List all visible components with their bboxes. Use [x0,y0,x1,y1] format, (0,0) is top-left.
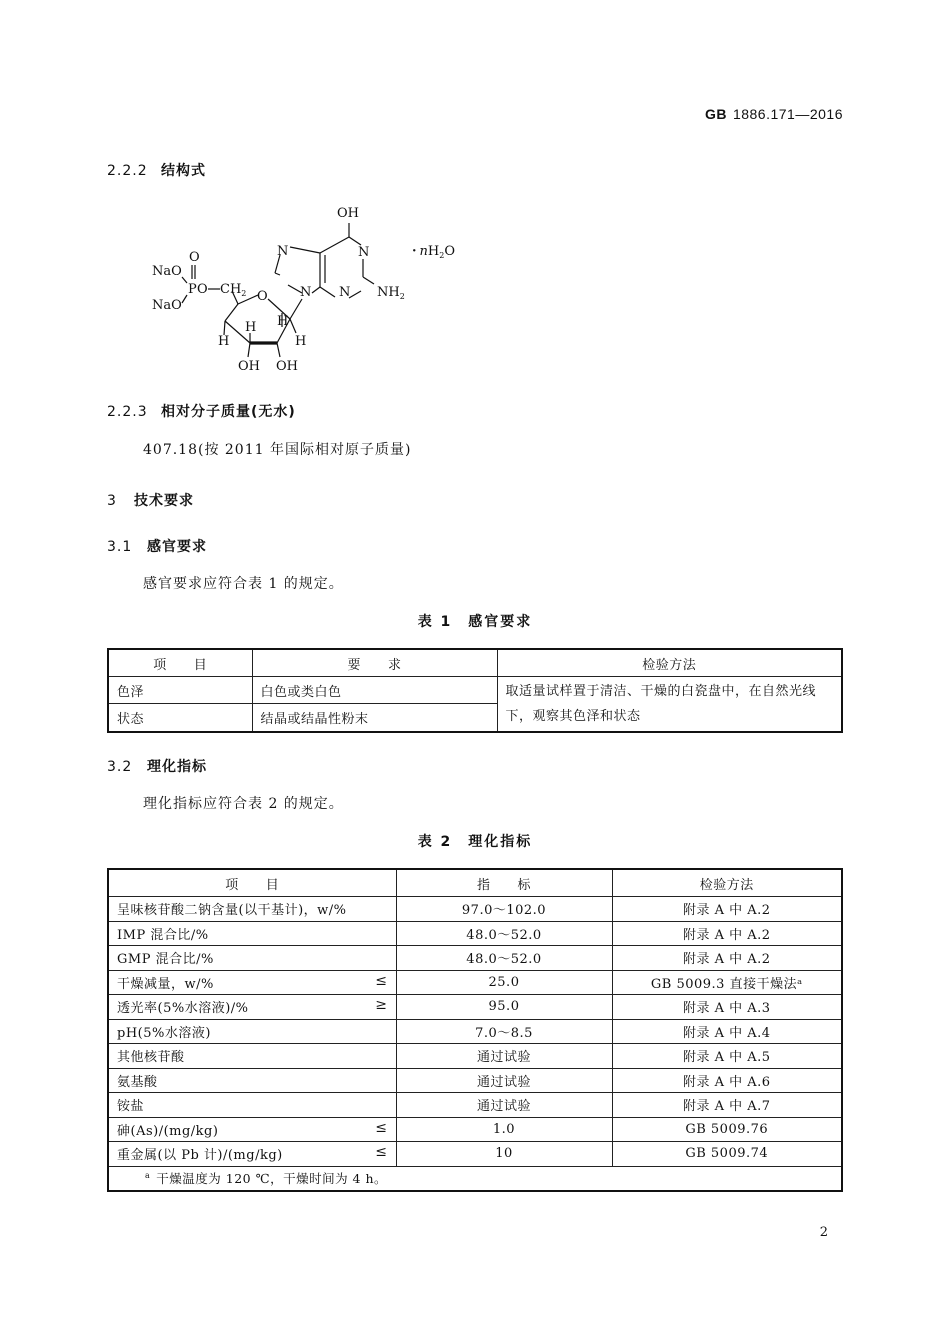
amino-nh: NH [377,285,400,300]
hydroxyl-label-3: OH [276,359,298,374]
row-requirement: 结晶或结晶性粉末 [252,704,497,732]
row-method: GB 5009.76 [612,1117,842,1142]
section-title: 理化指标 [147,759,207,775]
hydrate-h: H [427,244,440,259]
table-row [108,897,842,922]
footnote-mark: a [145,1171,151,1181]
hydroxyl-label-top: OH [337,206,359,221]
row-method: GB 5009.3 直接干燥法ᵃ [612,970,842,995]
sodium-oxide-label-2: NaO [152,298,182,313]
table-row [108,995,842,1020]
table-row [108,921,842,946]
row-value: 10 [396,1142,612,1167]
row-item [108,970,396,995]
molecular-weight-text: 407.18(按 2011 年国际相对原子质量) [143,442,412,458]
table-header-row [108,649,842,677]
row-method: 附录 A 中 A.2 [612,921,842,946]
header-indicator: 指 标 [396,869,612,897]
header-requirement: 要 求 [252,649,497,677]
row-method: 附录 A 中 A.6 [612,1068,842,1093]
row-requirement: 白色或类白色 [252,677,497,704]
row-value: 48.0～52.0 [396,946,612,971]
row-method: GB 5009.74 [612,1142,842,1167]
row-value: 通过试验 [396,1044,612,1069]
row-value: 通过试验 [396,1068,612,1093]
table1-caption: 表 1 感官要求 [417,614,533,630]
table-row [108,946,842,971]
item-text: 氨基酸 [117,1074,158,1090]
standard-code: 1886.171—2016 [732,106,843,122]
table-row [108,1068,842,1093]
row-value: 1.0 [396,1117,612,1142]
table-row [108,677,842,704]
row-value: 7.0～8.5 [396,1019,612,1044]
row-item [108,1019,396,1044]
limit-symbol: ≤ [375,972,388,989]
row-item [108,995,396,1020]
row-method: 取适量试样置于清洁、干燥的白瓷盘中，在自然光线下，观察其色泽和状态 [497,677,842,733]
hydrogen-label-1: H [218,334,230,349]
item-text: 铵盐 [117,1099,145,1115]
section-title: 感官要求 [147,539,207,555]
section-title: 结构式 [161,163,206,179]
item-text: 呈味核苷酸二钠含量(以干基计)，w/% [117,903,347,919]
row-item: 状态 [108,704,252,732]
item-text: 其他核苷酸 [117,1050,185,1066]
table-row [108,1093,842,1118]
hydrate-dot: · [412,244,417,259]
section-number: 2.2.3 [107,404,148,420]
section-title: 技术要求 [134,493,194,509]
hydrogen-label-4: H [295,334,307,349]
hydrate-o: O [444,244,456,259]
footnote-text: 干燥温度为 120 ℃，干燥时间为 4 h。 [156,1171,388,1187]
section-number: 2.2.2 [107,163,148,179]
item-text: 干燥减量，w/% [117,976,214,992]
row-item [108,1142,396,1167]
hydroxyl-label-2: OH [238,359,260,374]
ring-oxygen-label: O [257,289,268,304]
paragraph-3-1: 感官要求应符合表 1 的规定。 [143,576,344,592]
page-number: 2 [819,1225,828,1240]
section-3-1-heading [107,536,207,556]
row-item [108,1068,396,1093]
table-row [108,1019,842,1044]
nitrogen-label-n3: N [339,285,351,300]
table-header-row [108,869,842,897]
row-value: 通过试验 [396,1093,612,1118]
item-text: IMP 混合比/% [117,927,209,943]
sodium-oxide-label-1: NaO [152,264,182,279]
amino-subscript: 2 [399,292,405,301]
section-3-2-heading [107,756,207,776]
hydrogen-label-3: H [277,314,289,329]
item-text: GMP 混合比/% [117,952,214,968]
item-text: 透光率(5%水溶液)/% [117,1001,249,1017]
section-3-heading [107,490,194,510]
standard-number [705,106,843,122]
row-item: 色泽 [108,677,252,704]
row-item [108,1093,396,1118]
hydrate-subscript: 2 [439,251,445,260]
row-item [108,1117,396,1142]
paragraph-3-2: 理化指标应符合表 2 的规定。 [143,796,344,812]
phosphorus-label: P [188,282,197,297]
hydrate-label [412,244,455,260]
limit-symbol: ≤ [375,1119,388,1136]
row-value: 95.0 [396,995,612,1020]
table-row [108,1117,842,1142]
item-text: 砷(As)/(mg/kg) [117,1123,219,1139]
limit-symbol: ≥ [375,997,388,1014]
nitrogen-label-n9: N [300,285,312,300]
row-item [108,897,396,922]
section-number: 3 [107,493,117,509]
standard-prefix: GB [704,106,727,122]
hydrogen-label-2: H [245,320,257,335]
table-row [108,1142,842,1167]
ester-oxygen-label: O [197,282,208,297]
row-method: 附录 A 中 A.5 [612,1044,842,1069]
row-method: 附录 A 中 A.4 [612,1019,842,1044]
item-text: 重金属(以 Pb 计)/(mg/kg) [117,1148,283,1164]
amino-label [377,285,405,301]
section-2-2-2-heading [107,160,206,180]
section-number: 3.1 [107,539,133,555]
physicochemical-indicators-table [107,868,843,1192]
row-value: 48.0～52.0 [396,921,612,946]
header-item: 项 目 [108,869,396,897]
table-row [108,1044,842,1069]
header-method: 检验方法 [497,649,842,677]
section-number: 3.2 [107,759,133,775]
phosphoryl-oxygen-label: O [189,250,200,265]
header-method: 检验方法 [612,869,842,897]
sensory-requirements-table [107,648,843,733]
methylene-subscript: 2 [241,289,247,298]
row-value: 25.0 [396,970,612,995]
methylene-label [220,282,246,298]
row-method: 附录 A 中 A.7 [612,1093,842,1118]
table-footnote-row [108,1166,842,1191]
structural-formula [140,195,480,380]
table2-caption: 表 2 理化指标 [417,834,533,850]
section-2-2-3-heading [107,401,296,421]
item-text: pH(5%水溶液) [117,1025,211,1041]
section-title: 相对分子质量(无水) [161,404,296,420]
hydrate-n: n [419,244,428,259]
nitrogen-label-n1: N [358,245,370,260]
header-item: 项 目 [108,649,252,677]
methylene-ch: CH [220,282,242,297]
row-value: 97.0～102.0 [396,897,612,922]
row-method: 附录 A 中 A.2 [612,897,842,922]
row-item [108,1044,396,1069]
limit-symbol: ≤ [375,1144,388,1161]
row-method: 附录 A 中 A.3 [612,995,842,1020]
nitrogen-label-n7: N [277,244,289,259]
row-method: 附录 A 中 A.2 [612,946,842,971]
table-row [108,970,842,995]
row-item [108,921,396,946]
row-item [108,946,396,971]
table-footnote [108,1166,842,1191]
